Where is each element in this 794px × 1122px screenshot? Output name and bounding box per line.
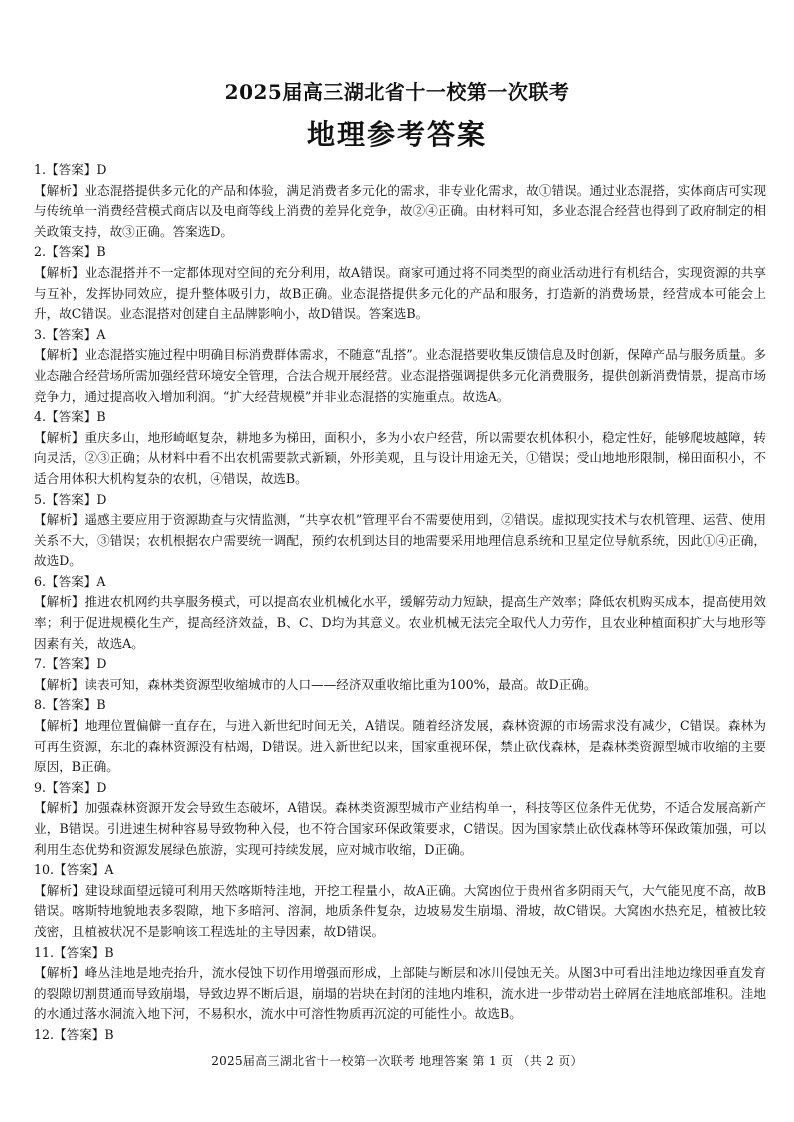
analysis-text: 【解析】重庆多山，地形崎岖复杂，耕地多为梯田，面积小，多为小农户经营，所以需要农机体积小，稳定性好，能够爬坡越障，转向灵活，②③正确；从材料中看不出农机需要款式新颖，外形美观，且与设计用途无关，①错误；受山地地形限制，梯田面积小，不适合用体积大机构复杂的农机，④错误，故选B。	[34, 429, 766, 486]
question-5	[34, 490, 766, 572]
analysis-text: 【解析】建设球面望远镜可利用天然喀斯特洼地，开挖工程量小，故A正确。大窝凼位于贵州省多阴雨天气，大气能见度不高，故B错误。喀斯特地貌地表多裂隙，地下多暗河、溶洞，地质条件复杂，边坡易发生崩塌、滑坡，故C错误。大窝凼水热充足，植被比较茂密，且植被状况不是影响该工程选址的主导因素，故D错误。	[34, 882, 766, 939]
answer-line: 5.【答案】D	[34, 491, 107, 507]
answer-line: 12.【答案】B	[34, 1026, 114, 1042]
question-11	[34, 943, 766, 1025]
page-footer: 2025届高三湖北省十一校第一次联考 地理答案 第 1 页 （共 2 页）	[211, 1054, 583, 1068]
answer-line: 1.【答案】D	[34, 162, 107, 177]
analysis-text: 【解析】业态混搭提供多元化的产品和体验，满足消费者多元化的需求，非专业化需求，故①错误。通过业态混搭，实体商店可实现与传统单一消费经营模式商店以及电商等线上消费的差异化竞争，故②④正确。由材料可知，多业态混合经营也得到了政府制定的相关政策支持，故③正确。答案选D。	[34, 182, 766, 239]
analysis-text: 【解析】业态混搭并不一定都体现对空间的充分利用，故A错误。商家可通过将不同类型的商业活动进行有机结合，实现资源的共享与互补，发挥协同效应，提升整体吸引力，故B正确。业态混搭提供多元化的产品和服务，打造新的消费场景，经营成本可能会上升，故C错误。业态混搭对创建自主品牌影响小，故D错误。答案选B。	[34, 264, 766, 322]
question-2	[34, 242, 766, 324]
question-10	[34, 860, 766, 942]
answer-list	[34, 160, 766, 1046]
question-6	[34, 572, 766, 654]
analysis-text: 【解析】业态混搭实施过程中明确目标消费群体需求，不随意“乱搭”。业态混搭要收集反馈信息及时创新，保障产品与服务质量。多业态融合经营场所需加强经营环境安全管理，合法合规开展经营。业态混搭强调提供多元化消费服务，提供创新消费情景，提高市场竞争力，通过提高收入增加利润。“扩大经营规模”并非业态混搭的实施重点。故选A。	[34, 347, 766, 404]
analysis-text: 【解析】读表可知，森林类资源型收缩城市的人口——经济双重收缩比重为100%，最高。故D正确。	[34, 676, 597, 692]
analysis-text: 【解析】推进农机网约共享服务模式，可以提高农业机械化水平，缓解劳动力短缺，提高生产效率；降低农机购买成本，提高使用效率；利于促进规模化生产，提高经济效益，B、C、D均为其意义。农业机械无法完全取代人力劳作，且农业种植面积扩大与地形等因素有关，故选A。	[34, 594, 766, 651]
question-4	[34, 407, 766, 489]
question-8	[34, 695, 766, 777]
question-1	[34, 160, 766, 242]
question-7	[34, 654, 766, 695]
page-title: 地理参考答案	[306, 118, 487, 151]
analysis-text: 【解析】峰丛洼地是地壳抬升，流水侵蚀下切作用增强而形成，上部陡与断层和冰川侵蚀无关。从图3中可看出洼地边缘因垂直发育的裂隙切割贯通而导致崩塌，导致边界不断后退，崩塌的岩块在封闭的洼地内堆积，流水进一步带动岩土碎屑在洼地底部堆积。洼地的水通过落水洞流入地下河，不易积水，流水中可溶性物质再沉淀的可能性小。故选B。	[34, 965, 766, 1022]
analysis-text: 【解析】加强森林资源开发会导致生态破坏，A错误。森林类资源型城市产业结构单一，科技等区位条件无优势，不适合发展高新产业，B错误。引进速生树种容易导致物种入侵，也不符合国家环保政策要求，C错误。因为国家禁止砍伐森林等环保政策加强，可以利用生态优势和资源发展绿色旅游，实现可持续发展，应对城市收缩，D正确。	[34, 800, 766, 857]
answer-line: 11.【答案】B	[34, 944, 114, 960]
analysis-text: 【解析】地理位置偏僻一直存在，与进入新世纪时间无关，A错误。随着经济发展，森林资源的市场需求没有减少，C错误。森林为可再生资源，东北的森林资源没有枯竭，D错误。进入新世纪以来，国家重视环保，禁止砍伐森林，是森林类资源型城市收缩的主要原因，B正确。	[34, 718, 766, 775]
answer-line: 3.【答案】A	[34, 326, 106, 342]
analysis-text: 【解析】遥感主要应用于资源勘查与灾情监测，“共享农机”管理平台不需要使用到，②错误。虚拟现实技术与农机管理、运营、使用关系不大，③错误；农机根据农户需要统一调配，预约农机到达目的地需要采用地理信息系统和卫星定位导航系统，因此①④正确，故选D。	[34, 512, 766, 569]
answer-line: 10.【答案】A	[34, 862, 114, 878]
exam-subtitle: 2025届高三湖北省十一校第一次联考	[224, 80, 570, 104]
answer-line: 2.【答案】B	[34, 244, 106, 260]
answer-line: 7.【答案】D	[34, 656, 107, 672]
answer-line: 4.【答案】B	[34, 409, 106, 425]
answer-line: 9.【答案】D	[34, 779, 107, 795]
question-3	[34, 325, 766, 407]
answer-line: 6.【答案】A	[34, 573, 106, 589]
question-12	[34, 1025, 766, 1046]
question-9	[34, 778, 766, 860]
answer-line: 8.【答案】B	[34, 697, 106, 713]
